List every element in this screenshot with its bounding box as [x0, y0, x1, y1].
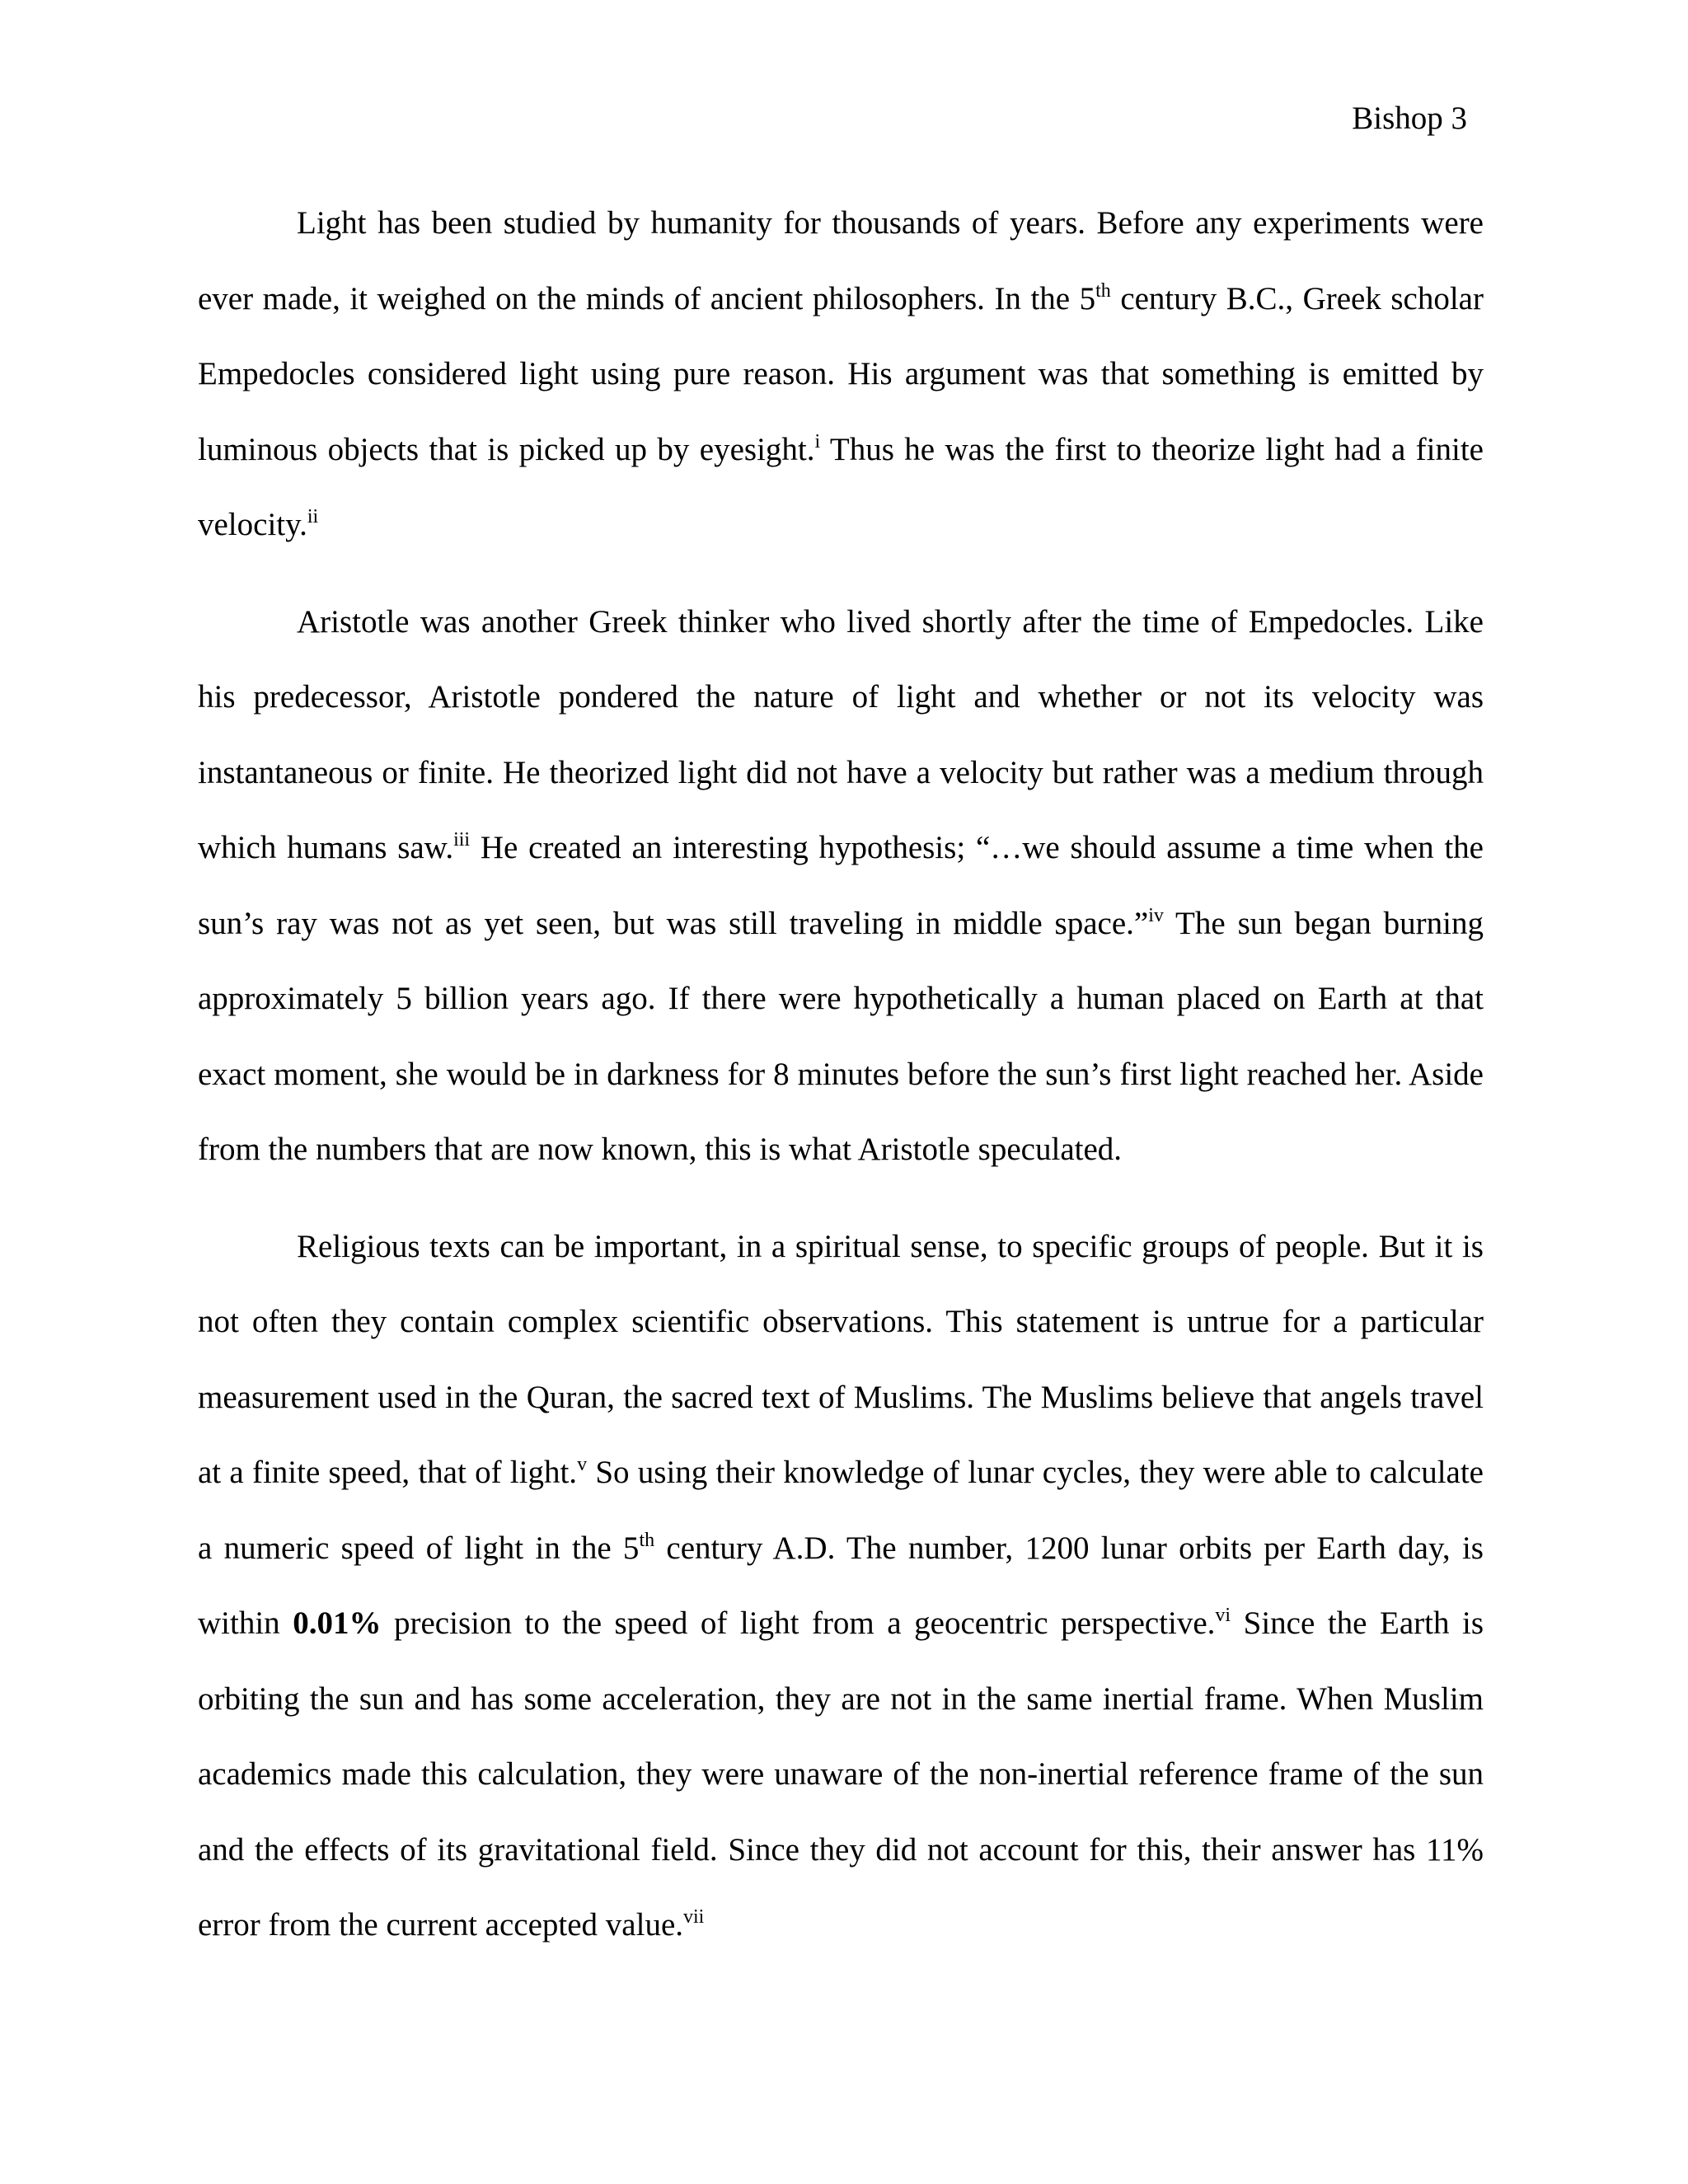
footnote-ref[interactable]: ii — [307, 506, 319, 527]
paragraph-quran — [198, 1209, 1484, 1963]
text-run: Thus he was the first to theorize light had a finite velocity. — [198, 431, 1484, 542]
footnote-ref[interactable]: i — [814, 430, 821, 452]
footnote-ref[interactable]: iii — [453, 829, 471, 851]
footnote-ref[interactable]: vii — [683, 1906, 705, 1928]
running-head: Bishop 3 — [1352, 101, 1467, 136]
text-run: He created an interesting hypothesis; “…we should assume a time when the sun’s ray was not as yet seen, but was still traveling in middle space.” — [198, 830, 1484, 941]
text-run: Light has been studied by humanity for thousands of years. Before any experiments were ever made, it weighed on the minds of ancient philosophers. In the 5 — [198, 205, 1484, 316]
superscript-ordinal: th — [1095, 279, 1111, 302]
text-run: Aristotle was another Greek thinker who lived shortly after the time of Empedocles. Like his predecessor, Aristotle pondered the nature of light and whether or not its velocity was instantaneous or finite. He theorized light did not have a velocity but rather was a medium through which humans saw. — [198, 603, 1484, 865]
footnote-ref[interactable]: vi — [1215, 1605, 1231, 1626]
text-run: century A.D. The number, 1200 lunar orbits per Earth day, is within — [198, 1530, 1484, 1641]
text-run: So using their knowledge of lunar cycles, they were able to calculate a numeric speed of light in the 5 — [198, 1455, 1484, 1566]
bold-precision-value: 0.01% — [293, 1605, 382, 1641]
footnote-ref[interactable]: v — [577, 1454, 588, 1475]
body-text — [198, 185, 1484, 1963]
text-run: century B.C., Greek scholar Empedocles considered light using pure reason. His argument was that something is emitted by luminous objects that is picked up by eyesight. — [198, 280, 1484, 467]
text-run: The sun began burning approximately 5 billion years ago. If there were hypothetically a human placed on Earth at that exact moment, she would be in darkness for 8 minutes before the sun’s first light reached her. Aside from the numbers that are now known, this is what Aristotle speculated. — [198, 905, 1484, 1167]
footnote-ref[interactable]: iv — [1148, 904, 1164, 926]
text-run: Since the Earth is orbiting the sun and has some acceleration, they are not in the same inertial frame. When Muslim academics made this calculation, they were unaware of the non-inertial reference frame of the sun and the effects of its gravitational field. Since they did not account for this, their answer has 11% error from the current accepted value. — [198, 1605, 1484, 1943]
paragraph-empedocles — [198, 185, 1484, 563]
text-run: precision to the speed of light from a geocentric perspective. — [381, 1605, 1216, 1641]
superscript-ordinal: th — [639, 1529, 655, 1551]
text-run: Religious texts can be important, in a spiritual sense, to specific groups of people. But it is not often they contain complex scientific observations. This statement is untrue for a particular measurement used in the Quran, the sacred text of Muslims. The Muslims believe that angels travel at a finite speed, that of light. — [198, 1228, 1484, 1490]
paragraph-aristotle — [198, 584, 1484, 1188]
